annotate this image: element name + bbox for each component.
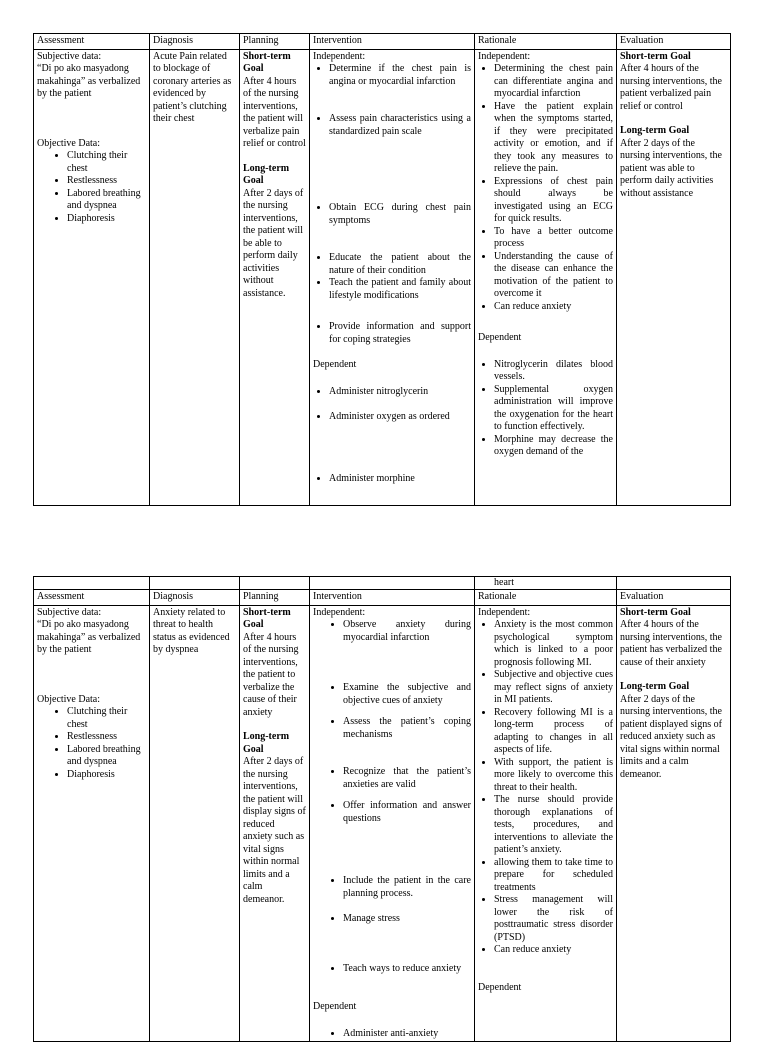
- header-intervention: Intervention: [310, 590, 475, 606]
- long-term-goal-text: After 2 days of the nursing interventions, the patient will be able to perform daily activities without assistance.: [243, 187, 304, 299]
- list-item: • Understanding the cause of the disease can enhance the motivation of the patient to overcome it: [494, 251, 613, 301]
- table-header-row: [34, 34, 731, 50]
- list-item: • Determining the chest pain can differentiate angina and myocardial infarction: [494, 63, 613, 101]
- independent-label: Independent:: [478, 50, 531, 62]
- short-term-goal-text: After 4 hours of the nursing interventions, the patient to verbalize the cause of their anxiety: [243, 631, 299, 718]
- list-item: • Morphine may decrease the oxygen demand of the: [494, 434, 613, 459]
- header-diagnosis: Diagnosis: [150, 590, 240, 606]
- care-plan-table-anxiety: [33, 576, 731, 1042]
- list-item: • Educate the patient about the nature of their condition: [329, 252, 471, 277]
- list-item: • Include the patient in the care planning process.: [343, 875, 471, 913]
- list-item: • Administer morphine: [329, 473, 471, 486]
- rationale-carryover-text: heart: [475, 577, 617, 590]
- diagnosis-cell: Acute Pain related to blockage of coronary arteries as evidenced by patient’s clutching their chest: [150, 49, 240, 505]
- objective-label: Objective Data:: [37, 137, 101, 149]
- list-item: • Subjective and objective cues may reflect signs of anxiety in MI patients.: [494, 669, 613, 707]
- header-rationale: Rationale: [475, 34, 617, 50]
- list-item: • Offer information and answer questions: [343, 800, 471, 875]
- assessment-cell: [34, 605, 150, 1042]
- rationale-cell: [475, 49, 617, 505]
- list-item: • With support, the patient is more likely to overcome this threat to their health.: [494, 757, 613, 795]
- short-term-goal-text: After 4 hours of the nursing interventions, the patient will verbalize pain relief or control: [243, 75, 306, 149]
- planning-cell: [240, 605, 310, 1042]
- list-item: • Recovery following MI is a long-term process of adapting to changes in all aspects of life.: [494, 707, 613, 757]
- list-item: • Recognize that the patient’s anxieties are valid: [343, 766, 471, 800]
- care-plan-table-acute-pain: [33, 33, 731, 506]
- list-item: • Have the patient explain when the symptoms started, if they were precipitated activity or emotion, and if they took any measures to relieve the pain.: [494, 101, 613, 176]
- list-item: • Anxiety is the most common psychological symptom which is linked to a poor prognosis following MI.: [494, 619, 613, 669]
- dependent-rationales: [478, 359, 613, 459]
- independent-label: Independent:: [313, 50, 366, 62]
- intervention-cell: [310, 605, 475, 1042]
- objective-list: [37, 706, 146, 781]
- subjective-text: “Di po ako masyadong makahinga” as verbalized by the patient: [37, 63, 141, 99]
- list-item: • Diaphoresis: [67, 769, 146, 782]
- list-item: • Assess pain characteristics using a standardized pain scale: [329, 113, 471, 202]
- long-term-goal-title: Long-term Goal: [620, 125, 690, 136]
- independent-interventions: [313, 63, 471, 359]
- evaluation-cell: [617, 605, 731, 1042]
- header-evaluation: Evaluation: [617, 590, 731, 606]
- dependent-interventions: [313, 386, 471, 486]
- objective-list: [37, 150, 146, 225]
- subjective-label: Subjective data:: [37, 606, 102, 618]
- header-diagnosis: Diagnosis: [150, 34, 240, 50]
- list-item: • The nurse should provide thorough explanations of tests, procedures, and interventions to alleviate the patient’s anxiety.: [494, 794, 613, 857]
- list-item: • Restlessness: [67, 175, 146, 188]
- long-term-goal-title: Long-term Goal: [243, 162, 290, 186]
- planning-cell: [240, 49, 310, 505]
- long-term-goal-text: After 2 days of the nursing interventions, the patient will display signs of reduced anxiety such as vital signs within normal limits and a calm demeanor.: [243, 756, 306, 905]
- list-item: • To have a better outcome process: [494, 226, 613, 251]
- header-assessment: Assessment: [34, 590, 150, 606]
- list-item: • Stress management will lower the risk of posttraumatic stress disorder (PTSD): [494, 894, 613, 944]
- intervention-cell: [310, 49, 475, 505]
- header-intervention: Intervention: [310, 34, 475, 50]
- header-rationale: Rationale: [475, 590, 617, 606]
- dependent-label: Dependent: [478, 981, 522, 993]
- list-item: • Obtain ECG during chest pain symptoms: [329, 202, 471, 252]
- header-assessment: Assessment: [34, 34, 150, 50]
- list-item: • allowing them to take time to prepare for scheduled treatments: [494, 857, 613, 895]
- list-item: • Teach the patient and family about lifestyle modifications: [329, 277, 471, 321]
- list-item: • Expressions of chest pain should always be investigated using an ECG for quick results.: [494, 176, 613, 226]
- list-item: • Clutching their chest: [67, 706, 146, 731]
- dependent-label: Dependent: [313, 359, 357, 370]
- table-header-row: [34, 590, 731, 606]
- list-item: • Can reduce anxiety: [494, 944, 613, 957]
- dependent-interventions: [313, 1028, 471, 1041]
- list-item: • Clutching their chest: [67, 150, 146, 175]
- header-planning: Planning: [240, 590, 310, 606]
- rationale-cell: [475, 605, 617, 1042]
- table-row: [34, 605, 731, 1042]
- long-term-goal-text: After 2 days of the nursing interventions, the patient was able to perform daily activities without assistance: [620, 137, 722, 199]
- list-item: • Teach ways to reduce anxiety: [343, 963, 471, 1001]
- objective-label: Objective Data:: [37, 693, 101, 705]
- header-evaluation: Evaluation: [617, 34, 731, 50]
- subjective-text: “Di po ako masyadong makahinga” as verbalized by the patient: [37, 619, 141, 655]
- short-term-goal-title: Short-term Goal: [620, 50, 691, 62]
- table-row: [34, 49, 731, 505]
- assessment-cell: [34, 49, 150, 505]
- list-item: • Manage stress: [343, 913, 471, 963]
- list-item: • Nitroglycerin dilates blood vessels.: [494, 359, 613, 384]
- long-term-goal-title: Long-term Goal: [620, 681, 690, 692]
- dependent-label: Dependent: [478, 332, 522, 343]
- subjective-label: Subjective data:: [37, 50, 102, 62]
- list-item: • Provide information and support for coping strategies: [329, 321, 471, 359]
- independent-label: Independent:: [478, 606, 531, 618]
- list-item: • Supplemental oxygen administration will improve the oxygenation for the heart to function effectively.: [494, 384, 613, 434]
- short-term-goal-title: Short-term Goal: [620, 606, 691, 618]
- list-item: • Examine the subjective and objective cues of anxiety: [343, 682, 471, 716]
- carryover-row: [34, 577, 731, 590]
- evaluation-cell: [617, 49, 731, 505]
- list-item: • Restlessness: [67, 731, 146, 744]
- short-term-goal-title: Short-term Goal: [243, 50, 291, 74]
- short-term-goal-text: After 4 hours of the nursing interventions, the patient has verbalized the cause of their anxiety: [620, 619, 722, 668]
- diagnosis-cell: Anxiety related to threat to health status as evidenced by dyspnea: [150, 605, 240, 1042]
- short-term-goal-text: After 4 hours of the nursing interventions, the patient verbalized pain relief or control: [620, 63, 722, 112]
- list-item: • Assess the patient’s coping mechanisms: [343, 716, 471, 766]
- list-item: • Determine if the chest pain is angina or myocardial infarction: [329, 63, 471, 113]
- independent-rationales: [478, 619, 613, 957]
- list-item: • Administer nitroglycerin: [329, 386, 471, 411]
- list-item: • Labored breathing and dyspnea: [67, 744, 146, 769]
- list-item: • Administer oxygen as ordered: [329, 411, 471, 473]
- short-term-goal-title: Short-term Goal: [243, 606, 291, 630]
- list-item: • Observe anxiety during myocardial infarction: [343, 619, 471, 682]
- list-item: • Administer anti-anxiety: [343, 1028, 471, 1041]
- long-term-goal-text: After 2 days of the nursing interventions, the patient displayed signs of reduced anxiety such as vital signs within normal limits and a calm demeanor.: [620, 693, 722, 780]
- independent-label: Independent:: [313, 606, 366, 618]
- list-item: • Labored breathing and dyspnea: [67, 188, 146, 213]
- header-planning: Planning: [240, 34, 310, 50]
- list-item: • Can reduce anxiety: [494, 301, 613, 314]
- list-item: • Diaphoresis: [67, 213, 146, 226]
- independent-interventions: [313, 619, 471, 1001]
- long-term-goal-title: Long-term Goal: [243, 731, 290, 755]
- dependent-label: Dependent: [313, 1001, 357, 1012]
- independent-rationales: [478, 63, 613, 313]
